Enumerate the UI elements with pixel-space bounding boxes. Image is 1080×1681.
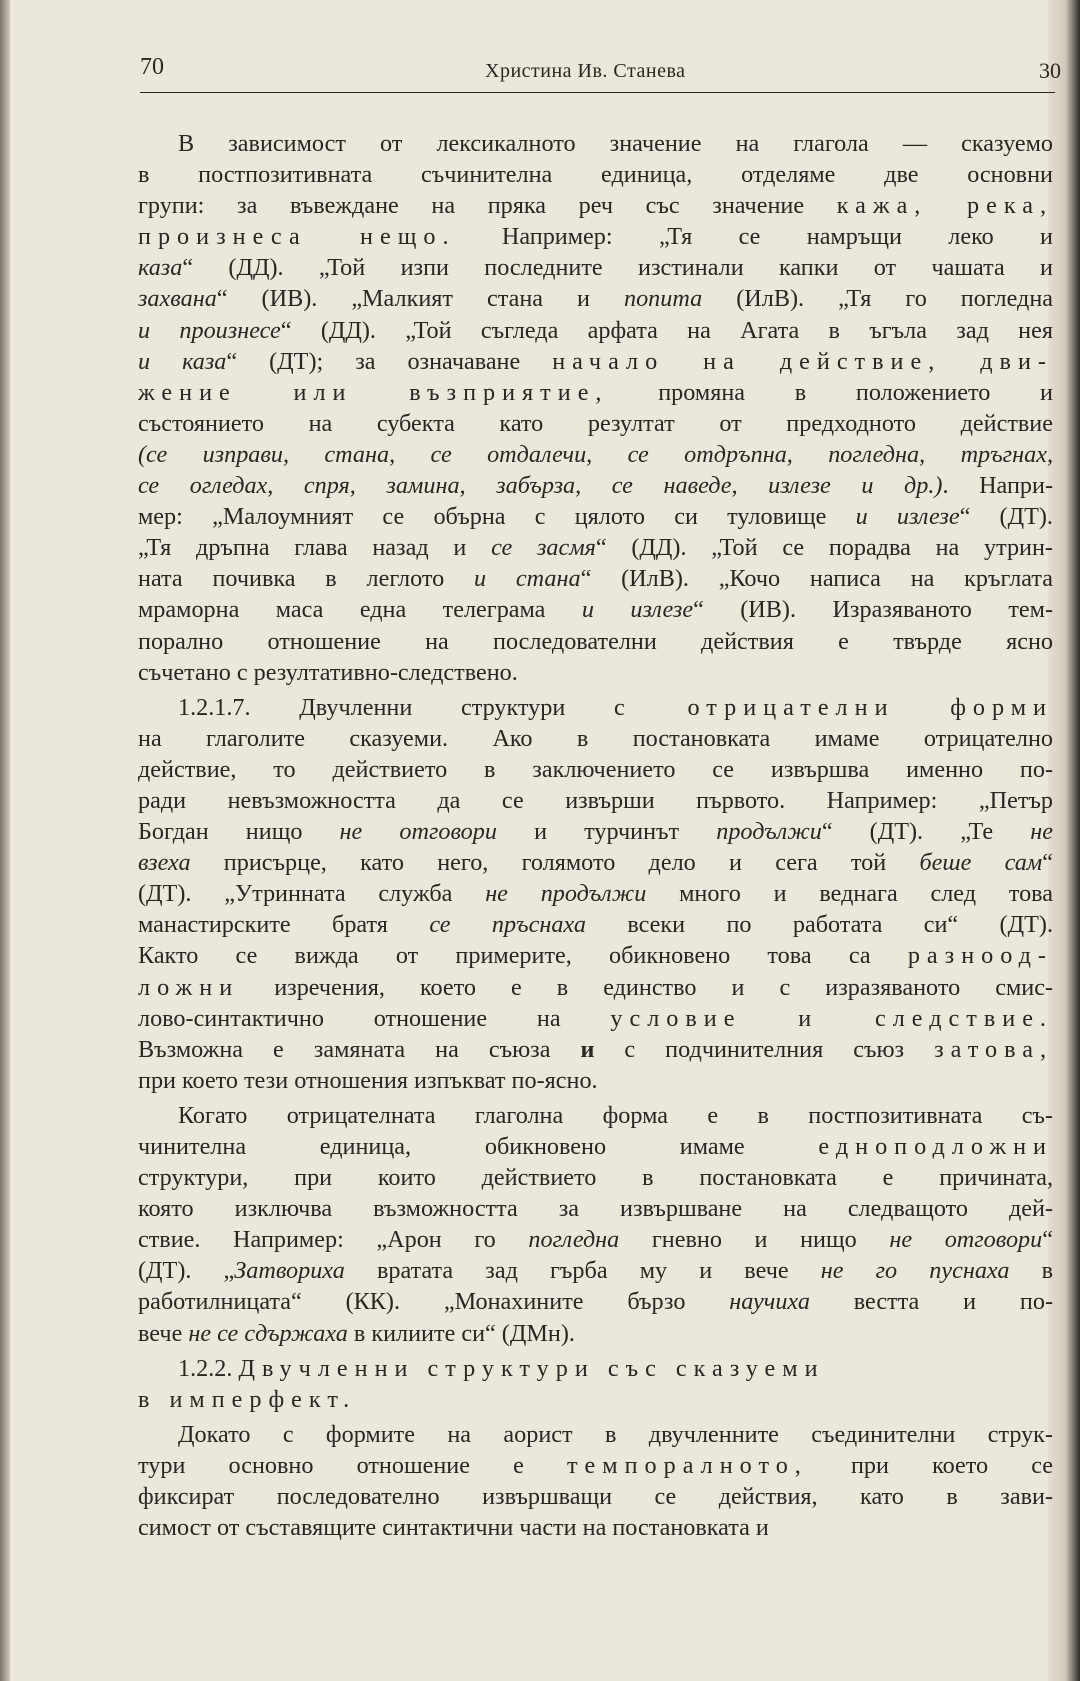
text-span: беше сам [919, 849, 1043, 877]
text-line [138, 1003, 1053, 1034]
text-line [138, 1162, 1053, 1193]
text-span: тури основно отношение е [138, 1451, 567, 1479]
text-span: не го пуснаха [820, 1257, 1010, 1285]
text-span: “ (ИВ). Изразяваното тем- [693, 596, 1053, 624]
text-span: затова, [934, 1035, 1053, 1063]
text-line [138, 816, 1053, 847]
text-span: “ (ДД). „Той се порадва на утрин- [595, 534, 1053, 562]
text-line [138, 470, 1053, 501]
running-title: Христина Ив. Станева [485, 60, 686, 82]
text-span: (ИлВ). „Тя го погледна [702, 285, 1054, 313]
text-span: чинителна единица, обикновено имаме [138, 1133, 819, 1160]
text-line [138, 346, 1053, 377]
text-line [138, 940, 1053, 971]
text-span: не отговори [339, 818, 497, 846]
text-span: се пръснаха [429, 911, 586, 939]
text-span: 1.2.2. [178, 1354, 239, 1382]
text-span: “ (ДТ); за означаване [226, 347, 553, 375]
text-line [138, 909, 1053, 940]
text-span: с подчинителния съюз [594, 1035, 935, 1063]
next-page-number-fragment: 30 [1039, 58, 1061, 83]
text-span: “ (ДТ). [959, 503, 1053, 531]
text-span: мраморна маса една телеграма [138, 596, 582, 624]
text-span: и излезе [581, 596, 694, 624]
text-line [138, 252, 1053, 283]
text-line [138, 1481, 1053, 1512]
text-span: вестта и по- [809, 1288, 1053, 1316]
text-span: взеха [138, 849, 191, 877]
text-span: Възможна е замяната на съюза [138, 1035, 581, 1063]
text-span: Когато отрицателната глаголна форма е в постпозитивната съ- [178, 1101, 1053, 1129]
text-span: на глаголите сказуеми. Ако в постановката имаме отрицателно [138, 724, 1053, 752]
text-span: мер: „Малоумният се обърна с цялото си туловище [138, 503, 856, 531]
text-span: лово-синтактично отношение на [138, 1004, 611, 1032]
text-span: в [1009, 1257, 1054, 1285]
text-span: ложни [138, 973, 240, 1001]
page-gutter-left [0, 0, 10, 1681]
text-line [138, 315, 1053, 346]
text-line [138, 1512, 1053, 1543]
text-line [138, 1286, 1053, 1317]
text-span: . Напри- [942, 472, 1054, 500]
text-span: работилницата“ (КК). „Монахините бързо [138, 1288, 730, 1316]
text-line [138, 1034, 1053, 1065]
text-line [138, 692, 1053, 723]
body-text [138, 128, 1053, 1543]
text-line [138, 847, 1053, 878]
text-line [138, 1131, 1053, 1162]
text-span: при което се [807, 1451, 1053, 1479]
page-number: 70 [140, 54, 164, 80]
text-span: “ (ДТ). „Те [821, 818, 1031, 846]
text-span: всеки по работата си“ (ДТ). [585, 911, 1053, 939]
text-line [138, 159, 1053, 190]
text-span: ради невъзможността да се извърши първото. Например: „Петър [138, 786, 1053, 814]
text-span: не се сдържаха [188, 1319, 348, 1347]
text-line [138, 190, 1053, 221]
text-span: Докато с формите на аорист в двучленните съединителни струк- [178, 1420, 1053, 1448]
text-span: структури, при които действието в постановката е причината, [138, 1164, 1053, 1192]
text-span: с отрицателни форми [614, 693, 1053, 721]
text-span: при което тези отношения изпъкват по-ясно. [138, 1066, 598, 1094]
text-span: Богдан нищо [138, 818, 340, 846]
text-span: в килиите си“ (ДМн). [347, 1319, 575, 1347]
text-span: произнеса нещо. [138, 223, 456, 251]
text-span: “ [1042, 849, 1053, 877]
text-span: научиха [729, 1288, 810, 1316]
text-line [138, 1100, 1053, 1131]
text-span: Двучленни структури със сказуеми [238, 1354, 825, 1382]
text-span: “ (ДД). „Той съгледа арфата на Агата в ъгъла зад нея [280, 316, 1053, 344]
text-span: Както се вижда от примерите, обикновено това са [138, 942, 908, 970]
text-span: присърце, като него, голямото дело и сега той [190, 849, 920, 877]
text-span: в постпозитивната съчинителна единица, отделяме две основни [138, 161, 1053, 189]
text-span: и произнесе [138, 316, 281, 344]
text-span: се огледах, спря, замина, забърза, се наведе, излезе и др.) [138, 472, 943, 500]
text-span: гневно и нищо [619, 1226, 890, 1254]
text-line [138, 563, 1053, 594]
text-span: условие и следствие. [610, 1004, 1053, 1032]
text-line [138, 1384, 1053, 1415]
text-line [138, 657, 1053, 688]
text-span: и излезе [855, 503, 960, 531]
text-span: „Тя дръпна глава назад и [138, 534, 492, 562]
text-line [138, 594, 1053, 625]
text-span: не [1030, 818, 1053, 846]
text-span: едноподложни [818, 1133, 1053, 1160]
text-span: кажа, река, [836, 192, 1053, 220]
text-line [138, 377, 1053, 408]
text-span: фиксират последователно извършващи се действия, като в зави- [138, 1483, 1053, 1511]
text-line [138, 1193, 1053, 1224]
text-span: попита [623, 285, 703, 313]
text-line [138, 501, 1053, 532]
text-line [138, 439, 1053, 470]
text-span: която изключва възможността за извършване на следващото дей- [138, 1195, 1053, 1223]
text-span: ната почивка в леглото [138, 565, 474, 593]
text-span: много и веднага след това [646, 880, 1054, 908]
text-line [138, 1255, 1053, 1286]
text-span: темпоралното, [566, 1451, 808, 1479]
text-line [138, 128, 1053, 159]
text-span: се засмя [491, 534, 596, 562]
text-span: в имперфект. [138, 1385, 357, 1413]
text-span: “ [1042, 1226, 1053, 1254]
text-span: и каза [138, 347, 227, 375]
text-span: симост от съставящите синтактични части на постановката и [138, 1514, 769, 1542]
text-span: 1.2.1.7. Двучленни структури [178, 693, 615, 721]
text-span: вече [138, 1319, 189, 1347]
text-span: манастирските братя [138, 911, 430, 939]
text-line [138, 1224, 1053, 1255]
text-span: “ (ДД). „Той изпи последните изстинали капки от чашата и [182, 254, 1053, 282]
text-span: действие, то действието в заключението се извършва именно по- [138, 755, 1053, 783]
text-span: (ДТ). „ [138, 1257, 235, 1285]
text-span: погледна [528, 1226, 620, 1254]
text-span: порално отношение на последователни действия е твърде ясно [138, 627, 1053, 655]
text-line [138, 1318, 1053, 1349]
text-span: жение или възприятие, [138, 378, 609, 406]
text-line [138, 878, 1053, 909]
text-span: групи: за въвеждане на пряка реч със значение [138, 192, 837, 220]
text-span: каза [138, 254, 183, 282]
text-span: и [580, 1035, 595, 1063]
text-span: състоянието на субекта като резултат от предходното действие [138, 409, 1053, 437]
text-line [138, 754, 1053, 785]
text-span: (ДТ). „Утринната служба [138, 880, 486, 908]
text-line [138, 785, 1053, 816]
text-line [138, 221, 1053, 252]
text-line [138, 1065, 1053, 1096]
text-line [138, 626, 1053, 657]
text-line [138, 532, 1053, 563]
text-span: продължи [716, 818, 822, 846]
page-header [140, 52, 1061, 93]
text-line [138, 1450, 1053, 1481]
text-line [138, 283, 1053, 314]
text-span: не отговори [889, 1226, 1043, 1254]
text-span: разноод- [907, 942, 1053, 970]
text-line [138, 1419, 1053, 1450]
text-span: ствие. Например: „Арон го [138, 1226, 529, 1254]
text-span: Например: „Тя се намръщи леко и [455, 223, 1053, 251]
text-line [138, 1353, 1053, 1384]
text-span: “ (ИВ). „Малкият стана и [216, 285, 624, 313]
text-line [138, 972, 1053, 1003]
text-span: не продължи [485, 880, 647, 908]
text-span: вратата зад гърба му и вече [344, 1257, 821, 1285]
text-span: (се изправи, стана, се отдалечи, се отдръпна, погледна, тръгнах, [138, 440, 1053, 468]
text-line [138, 723, 1053, 754]
text-span: Затвориха [234, 1257, 345, 1285]
text-span: захвана [138, 285, 217, 313]
text-line [138, 408, 1053, 439]
text-span: съчетано с резултативно-следствено. [138, 658, 518, 686]
text-span: “ (ИлВ). „Кочо написа на кръглата [580, 565, 1054, 593]
text-span: изречения, което е в единство и с изразяваното смис- [239, 973, 1053, 1001]
text-span: В зависимост от лексикалното значение на глагола — сказуемо [178, 130, 1053, 157]
text-span: начало на действие, дви- [552, 347, 1053, 375]
text-span: промяна в положението и [608, 378, 1053, 406]
text-span: и турчинът [496, 818, 717, 846]
text-span: и стана [474, 565, 581, 593]
